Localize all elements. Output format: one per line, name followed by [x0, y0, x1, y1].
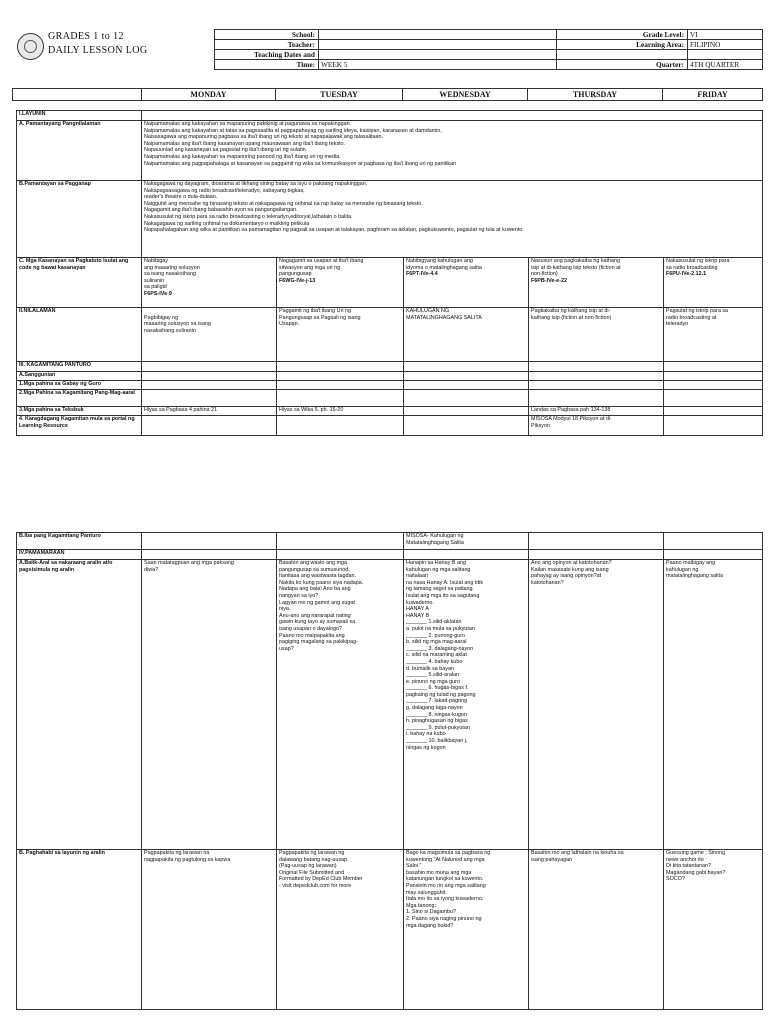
school-value[interactable]	[319, 30, 557, 40]
teacher-label: Teacher:	[215, 40, 319, 50]
pagganap-line: Nakagagawa ng sariling orihinal na dokumentaryo o maikling pelikula	[144, 220, 310, 227]
empty-cell	[404, 390, 529, 407]
teksbuk-tuesday: Hiyas sa Wika 5, ph. 15-20	[277, 407, 404, 416]
dates-label: Teaching Dates and	[215, 50, 319, 60]
empty-cell	[529, 372, 664, 381]
pamantayang-content	[142, 121, 763, 181]
teksbuk-label: 3.Mga pahina sa Teksbuk	[17, 407, 142, 416]
time-value[interactable]: WEEK 5	[319, 60, 557, 70]
pamantayang-line: Naisasagawa ang mapanuring pagbasa sa iba't ibang uri ng teksto at napapalawak ang talasalitaan.	[144, 134, 383, 141]
nilalaman-tuesday: Paggamit ng iba't ibang Uri ng Pangungusap sa Pagsali ng isang Usapan.	[277, 308, 404, 362]
paghahabi-thursday: Basahin mo ang lathalain na kinuha sa isang pahayagan	[529, 850, 664, 1010]
day-thursday: THURSDAY	[528, 89, 663, 101]
nilalaman-wednesday: KAHULUGAN NG MATATALINGHAGANG SALITA	[404, 308, 529, 362]
gabay-label: 1.Mga pahina sa Gabay ng Guro	[17, 381, 142, 390]
header-info-table	[214, 29, 763, 70]
day-tuesday: TUESDAY	[276, 89, 403, 101]
kasanayan-text: Nabibigyang kahulugan ang idyoma o matalinghagang salita	[406, 258, 482, 271]
layunin-blank	[142, 111, 763, 121]
empty-cell	[142, 390, 277, 407]
iba-monday	[142, 533, 277, 550]
iba-tuesday	[277, 533, 404, 550]
empty-cell	[277, 362, 404, 372]
kasanayan-label: C. Mga Kasanayan sa Pagkatuto Isulat ang code ng bawat kasanayan	[17, 258, 142, 308]
empty-cell	[404, 550, 529, 560]
time-label: Time:	[215, 60, 319, 70]
days-blank	[13, 89, 142, 101]
deped-seal-icon	[17, 33, 44, 60]
kasanayan-friday	[664, 258, 763, 308]
empty-cell	[529, 390, 664, 407]
empty-cell	[664, 381, 763, 390]
pamantayang-line: Naipamamalas ang kakayahan sa mapanuring panood ng iba't ibang uri ng media.	[144, 153, 341, 160]
nilalaman-thursday: Pagkakaiba ng kathang isip at di- kathang isip (fiction at non-fiction)	[529, 308, 664, 362]
lesson-table-page1	[16, 110, 763, 436]
teksbuk-thursday: Landas sa Pagbasa pah 134-138	[529, 407, 664, 416]
kagamitan-label: III. KAGAMITANG PANTURO	[17, 362, 142, 372]
empty-cell	[664, 372, 763, 381]
pagganap-line: Nakagagawa ng dayagram, dioarama at likhang sining batay sa isyu o paksang napakinggan.	[144, 181, 368, 187]
empty-cell	[664, 390, 763, 407]
kasanayan-thursday	[529, 258, 664, 308]
karagdagang-tuesday	[277, 416, 404, 436]
grade-value[interactable]: VI	[688, 30, 763, 40]
empty-cell	[404, 381, 529, 390]
empty-cell	[529, 550, 664, 560]
kagamitang-label: 2.Mga Pahina sa Kagamitang Pang-Mag-aaral	[17, 390, 142, 407]
pagganap-line: Nakapagsasagawa ng radio broadcast/teleradyo, sabayang bigkas,	[144, 187, 305, 194]
grade-label: Grade Level:	[557, 30, 688, 40]
paghahabi-monday: Pagpapakita ng larawan na nagpapakita ng pagtulong sa kapwa	[142, 850, 277, 1010]
empty-cell	[142, 362, 277, 372]
empty-cell	[142, 550, 277, 560]
nilalaman-friday: Pagsulat ng iskrip para sa radio broadcasting at teleradyo	[664, 308, 763, 362]
day-friday: FRIDAY	[663, 89, 763, 101]
teksbuk-monday: Hiyas sa Pagbasa 4 pahina 21	[142, 407, 277, 416]
kasanayan-code: F6WG-IVe-j-13	[279, 277, 316, 284]
balik-friday: Paano maibigay ang kahulugan ng matatalinghagang salita	[664, 560, 763, 850]
teksbuk-friday	[664, 407, 763, 416]
empty-cell	[277, 381, 404, 390]
kasanayan-text: Nakasusulat ng iskrip para sa radio broadcasting	[666, 258, 730, 271]
pagganap-line: reader's theatre o dula-dulaan.	[144, 194, 218, 201]
nilalaman-monday: Pagbibigay ng maaaring solusyon sa isang nasaksihang suliranin	[142, 308, 277, 362]
dates-spacer-2	[688, 50, 763, 60]
day-monday: MONDAY	[142, 89, 276, 101]
section-layunin: I.LAYUNIN	[17, 111, 142, 121]
karagdagang-thursday: MISOSA Modyul 18 Piksyon at di- Piksyon	[529, 416, 664, 436]
school-label: School:	[215, 30, 319, 40]
dates-value[interactable]	[319, 50, 557, 60]
paghahabi-label: B. Paghahabi sa layunin ng aralin	[17, 850, 142, 1010]
karagdagang-monday	[142, 416, 277, 436]
quarter-label: Quarter:	[557, 60, 688, 70]
title-grades: GRADES 1 to 12	[48, 31, 124, 42]
karagdagang-wednesday	[404, 416, 529, 436]
area-value[interactable]: FILIPINO	[688, 40, 763, 50]
pamantayang-label: A. Pamantayang Pangnilalaman	[17, 121, 142, 181]
pagganap-line: Nakasusulat ng iskrip para sa radio broadcasting o teleradyo,editoryal,lathalain o balita.	[144, 213, 353, 220]
empty-cell	[404, 362, 529, 372]
pagganap-content	[142, 181, 763, 258]
pamantayang-line: Naipamamalas ang iba't ibang kasanayan upang maunawaan ang iba't ibang teksto.	[144, 140, 346, 147]
nilalaman-label: II.NILALAMAN	[17, 308, 142, 362]
pagganap-line: Napapahalagahan ang wika at panitikan sa pamamagitan ng pagsali sa usapan at talakayan, paghiram sa aklatan, pagkukuwento, pagsulat ng tula at kuwento.	[144, 227, 524, 234]
balik-label: A.Balik-Aral sa nakaraang aralin at/o pagsisimula ng aralin	[17, 560, 142, 850]
teacher-value[interactable]	[319, 40, 557, 50]
kasanayan-code: F6PU-IVe-2.12.1	[666, 271, 707, 278]
kasanayan-text: Nagagamit sa usapan at iba't ibang sitwasyon ang mga uri ng pangungusap	[279, 258, 364, 278]
empty-cell	[529, 381, 664, 390]
pamantayang-line: Naipamamalas ang kakayahan at tatas sa pagsasalita at pagpapahayag ng sariling ideya, kaisipan, karanasan at damdamin,	[144, 127, 442, 134]
pamamaraan-label: IV.PAMAMARAAN	[17, 550, 142, 560]
karagdagang-label: 4. Karagdagang Kagamitan mula sa portal ng Learning Resource	[17, 416, 142, 436]
empty-cell	[664, 362, 763, 372]
empty-cell	[277, 372, 404, 381]
sanggunian-label: A.Sanggunian	[17, 372, 142, 381]
area-label: Learning Area:	[557, 40, 688, 50]
teksbuk-wednesday	[404, 407, 529, 416]
empty-cell	[404, 372, 529, 381]
log-title	[45, 30, 218, 71]
empty-cell	[142, 381, 277, 390]
empty-cell	[277, 550, 404, 560]
lesson-table-page2	[16, 532, 763, 1010]
iba-label: B.Iba pang Kagamitang Panturo	[17, 533, 142, 550]
days-header-row	[12, 88, 763, 101]
paghahabi-wednesday: Bago ka magsimula sa pagbasa ng kuwentong "At Nalunod ang mga Saloi." basahin mo muna ang mga katanungan tungkol sa kuwento. Pansinin mo rin ang mga salitang may salungguhit. Itala mo ito sa iyong kuwaderno. Mga tanong: 1. Sino si Dagambu? 2. Paano siya naging pinuno ng mga dagang bukid?	[404, 850, 529, 1010]
empty-cell	[142, 372, 277, 381]
pamantayang-line: Naipamamalas ang kakayahan sa mapanuring pakikinig at pagunawa sa napakinggan.	[144, 121, 352, 127]
iba-friday	[664, 533, 763, 550]
dates-spacer	[557, 50, 688, 60]
paghahabi-friday: Guessing game ; Sinong news anchor ito : Di kita tatantanan? Magandang gabi bayan? SOCO?	[664, 850, 763, 1010]
pamantayang-line: Naipamamalas ang pagpapahalaga at kasanayan sa paggamit ng wika sa komunikasyon at pagbasa ng iba't ibang uri ng panitikan	[144, 160, 457, 167]
paghahabi-tuesday: Pagpapakita ng larawan ng dalawang batang nag-uusap. (Pag-uusap ng larawan) Original File Submitted and Formatted by DepEd Club Member - visit depedclub.com for more	[277, 850, 404, 1010]
pagganap-line: Naigguhit ang mensahe ng binasang teksto at nakagagawa ng orihinal na rap batay sa mensahe ng binasang teksto.	[144, 200, 423, 207]
balik-wednesday: Hanapin sa Hanay B ang kahulugan ng mga salitang naitalaan na nasa Hanay A. Isulat ang titik ng tamang sagot sa patlang. Isulat ang mga ito sa sagutang kuwaderno. HANAY A HANAY B _______ 1.silid-aklatan a. pulot na mula sa pukyutan _______ 2. punong-guro b. silid ng mga mag-aaral _______ 3. dalagang-nayon c. silid na maraming aklat _______ 4. bahay kubo d. bumalik sa bayan _______ 5.silid-aralan e. pinuno ng mga guro _______ 6. hugas-bigas f. pagkaing ng tulad ng pagong _______ 7. lakad-pagong g. dalagang taga-nayon _______ 8. ningas-kugon h. pinaghugasan ng bigas _______ 9. pulut-pukyutan i. bahay na kubo _______ 10. balikbayan j. ningas ng kogon	[404, 560, 529, 850]
kasanayan-code: F6PT-IVe-4.4	[406, 271, 438, 278]
karagdagang-friday	[664, 416, 763, 436]
kasanayan-code: F6PS-IVe-9	[144, 290, 172, 297]
quarter-value[interactable]: 4TH QUARTER	[688, 60, 763, 70]
day-wednesday: WEDNESDAY	[403, 89, 528, 101]
balik-tuesday: Basahin ang wasto ang mga pangungusap sa sumusunod. Itanitasa ang wastwasta tagdan. Nakita ko kung paano siya nadapa. Nadapa ang bata! Ano ba ang nangyari sa iyo? Lagyan mo ng gamot ang sugat niya. Anu-ano ang nararapat nating gawin kung tayo ay sumasali sa isang usapan o dayalogo? Paano mo maipapakita ang pagiging magalang sa pakikipag- usap?	[277, 560, 404, 850]
kasanayan-code: F6PB-IVe-e-22	[531, 277, 567, 284]
title-daily-lesson-log: DAILY LESSON LOG	[48, 45, 148, 56]
empty-cell	[529, 362, 664, 372]
kasanayan-text: Nabibigay ang maaaring solusyon sa isang nasaksihang suliranin sa paligid	[144, 258, 200, 291]
balik-thursday: Ano ang opinyon at katotohanan? Kailan masasabi kung ang isang pahayag ay isang opinyon?at katotohanan?	[529, 560, 664, 850]
kasanayan-monday	[142, 258, 277, 308]
empty-cell	[664, 550, 763, 560]
pagganap-line: Nagagamit ang iba't ibang babasahin ayon sa pangangailangan.	[144, 207, 298, 214]
kasanayan-tuesday	[277, 258, 404, 308]
pamantayang-line: Napauunlad ang kasanayan sa pagsulat ng iba't ibang uri ng sulatin.	[144, 147, 308, 154]
iba-thursday	[529, 533, 664, 550]
kasanayan-text: Nasusuri ang pagkakaiba ng kathang isip at di-kathang isip teksto (fiction at non-fiction)	[531, 258, 621, 278]
empty-cell	[277, 390, 404, 407]
iba-wednesday: MISOSA- Kahulugan ng Matatalinghagang Salita	[404, 533, 529, 550]
pagganap-label: B.Pamantayan sa Pagganap	[17, 181, 142, 258]
kasanayan-wednesday	[404, 258, 529, 308]
balik-monday: Saan matatagpuan ang mga paksang diwa?	[142, 560, 277, 850]
